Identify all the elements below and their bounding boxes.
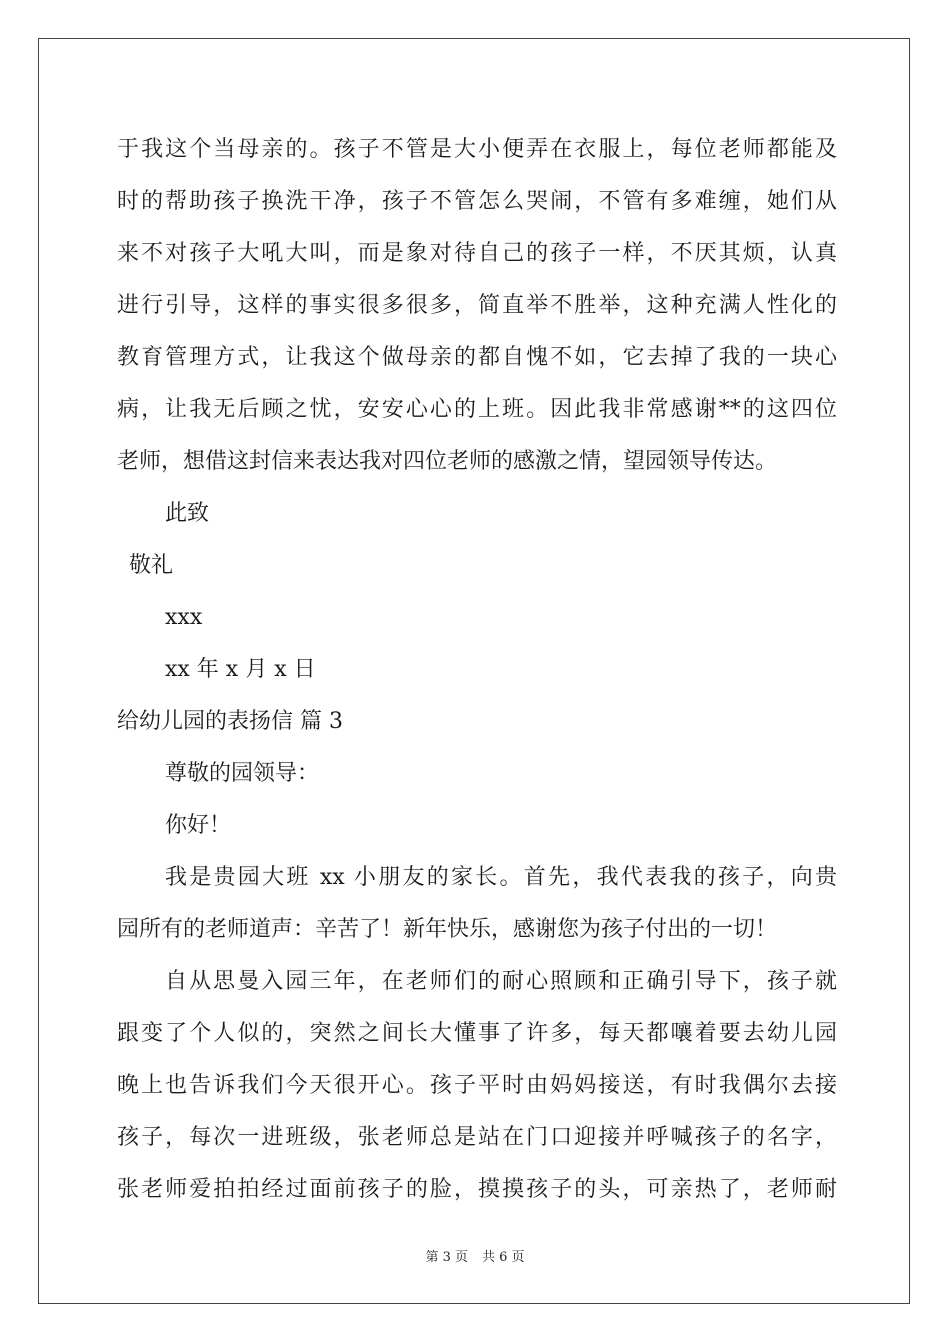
paragraph-line: 跟变了个人似的，突然之间长大懂事了许多，每天都嚷着要去幼儿园: [117, 1021, 837, 1046]
paragraph-line: 病，让我无后顾之忧，安安心心的上班。因此我非常感谢**的这四位: [117, 397, 837, 422]
paragraph-line: 老师，想借这封信来表达我对四位老师的感激之情，望园领导传达。: [117, 449, 778, 474]
paragraph-line: 自从思曼入园三年，在老师们的耐心照顾和正确引导下，孩子就: [165, 969, 837, 994]
section-heading: 给幼儿园的表扬信 篇 3: [117, 709, 343, 734]
signature-date: xx 年 x 月 x 日: [165, 657, 316, 682]
signature-name: xxx: [165, 605, 203, 630]
paragraph-line: 时的帮助孩子换洗干净，孩子不管怎么哭闹，不管有多难缠，她们从: [117, 189, 837, 214]
page-footer: [0, 1246, 950, 1265]
paragraph-line: 园所有的老师道声：辛苦了！新年快乐，感谢您为孩子付出的一切！: [117, 917, 778, 942]
greeting-hello: 你好！: [165, 813, 232, 838]
document-body: [117, 124, 837, 1216]
paragraph-line: 张老师爱拍拍经过面前孩子的脸，摸摸孩子的头，可亲热了，老师耐: [117, 1177, 837, 1202]
closing-salutation: 此致: [165, 501, 210, 526]
paragraph-line: 我是贵园大班 xx 小朋友的家长。首先，我代表我的孩子，向贵: [165, 865, 837, 890]
closing-regards: 敬礼: [129, 553, 174, 578]
paragraph-line: 孩子，每次一进班级，张老师总是站在门口迎接并呼喊孩子的名字，: [117, 1125, 837, 1150]
page-number: 第 3 页: [425, 1250, 468, 1265]
paragraph-line: 教育管理方式，让我这个做母亲的都自愧不如，它去掉了我的一块心: [117, 345, 837, 370]
page-total: 共 6 页: [482, 1250, 525, 1265]
paragraph-line: 来不对孩子大吼大叫，而是象对待自己的孩子一样，不厌其烦，认真: [117, 241, 837, 266]
paragraph-line: 晚上也告诉我们今天很开心。孩子平时由妈妈接送，有时我偶尔去接: [117, 1073, 837, 1098]
paragraph-line: 进行引导，这样的事实很多很多，简直举不胜举，这种充满人性化的: [117, 293, 837, 318]
paragraph-line: 于我这个当母亲的。孩子不管是大小便弄在衣服上，每位老师都能及: [117, 137, 837, 162]
greeting-recipient: 尊敬的园领导：: [165, 761, 320, 786]
